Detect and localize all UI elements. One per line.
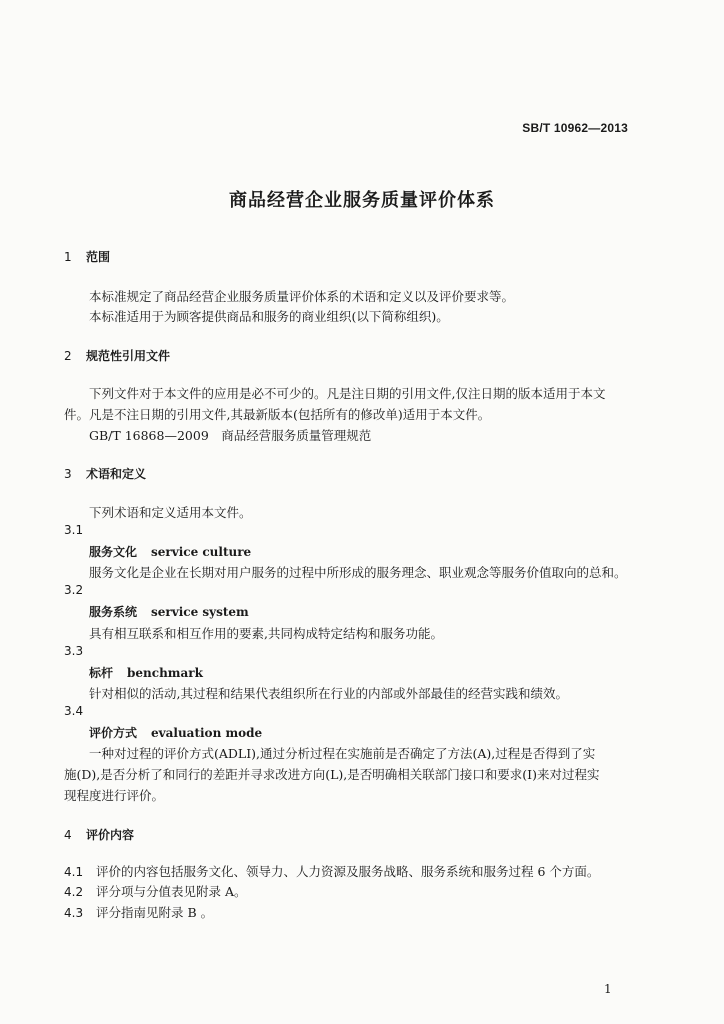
section-3-title: 术语和定义 [86, 467, 147, 481]
term-heading [89, 543, 251, 560]
term-heading [89, 664, 203, 681]
term-chinese: 服务文化 [89, 545, 138, 559]
section-4-heading [64, 826, 134, 843]
term-english: evaluation mode [151, 726, 263, 740]
section-4-number: 4 [64, 828, 72, 842]
section-1-heading [64, 248, 110, 265]
clause-4-1 [64, 862, 599, 880]
term-number: 3.1 [64, 523, 84, 537]
section-2-paragraph-line-1: 下列文件对于本文件的应用是必不可少的。凡是注日期的引用文件,仅注日期的版本适用于本文 [89, 386, 606, 401]
term-definition-line: 一种对过程的评价方式(ADLI),通过分析过程在实施前是否确定了方法(A),过程是否得到了实 [89, 746, 596, 761]
term-chinese: 标杆 [89, 666, 114, 680]
section-1-number: 1 [64, 250, 72, 264]
clause-text: 评分指南见附录 B 。 [96, 905, 214, 920]
section-1-paragraph-2: 本标准适用于为顾客提供商品和服务的商业组织(以下简称组织)。 [89, 309, 449, 324]
term-definition-line: 现程度进行评价。 [64, 788, 165, 803]
standard-number: SB/T 10962—2013 [522, 121, 628, 135]
term-chinese: 评价方式 [89, 726, 138, 740]
section-1-paragraph-1: 本标准规定了商品经营企业服务质量评价体系的术语和定义以及评价要求等。 [89, 289, 515, 304]
term-definition: 针对相似的活动,其过程和结果代表组织所在行业的内部或外部最佳的经营实践和绩效。 [89, 686, 568, 701]
term-english: service system [151, 605, 249, 619]
section-2-paragraph-line-2: 件。凡是不注日期的引用文件,其最新版本(包括所有的修改单)适用于本文件。 [64, 407, 491, 422]
normative-reference: GB/T 16868—2009 商品经营服务质量管理规范 [89, 428, 372, 443]
clause-number: 4.1 [64, 865, 84, 879]
section-3-heading [64, 465, 146, 482]
page-number: 1 [604, 982, 612, 996]
term-english: benchmark [127, 666, 203, 680]
term-english: service culture [151, 545, 252, 559]
clause-number: 4.2 [64, 885, 84, 899]
term-number: 3.4 [64, 704, 84, 718]
term-chinese: 服务系统 [89, 605, 138, 619]
clause-4-2 [64, 882, 247, 900]
term-definition: 服务文化是企业在长期对用户服务的过程中所形成的服务理念、职业观念等服务价值取向的总和。 [89, 565, 627, 580]
term-definition: 具有相互联系和相互作用的要素,共同构成特定结构和服务功能。 [89, 626, 443, 641]
clause-4-3 [64, 903, 213, 921]
section-2-heading [64, 347, 170, 364]
document-title: 商品经营企业服务质量评价体系 [229, 190, 495, 211]
term-heading [89, 603, 249, 620]
clause-text: 评价的内容包括服务文化、领导力、人力资源及服务战略、服务系统和服务过程 6 个方面。 [96, 864, 600, 879]
term-number: 3.2 [64, 583, 84, 597]
term-heading [89, 724, 262, 741]
section-2-number: 2 [64, 349, 72, 363]
section-1-title: 范围 [86, 250, 111, 264]
section-4-title: 评价内容 [86, 828, 135, 842]
section-2-title: 规范性引用文件 [86, 349, 171, 363]
section-3-number: 3 [64, 467, 72, 481]
term-definition-line: 施(D),是否分析了和同行的差距并寻求改进方向(L),是否明确相关联部门接口和要求(I)来对过程实 [64, 767, 600, 782]
term-number: 3.3 [64, 644, 84, 658]
section-3-intro: 下列术语和定义适用本文件。 [89, 505, 252, 520]
clause-number: 4.3 [64, 906, 84, 920]
clause-text: 评分项与分值表见附录 A。 [96, 884, 247, 899]
